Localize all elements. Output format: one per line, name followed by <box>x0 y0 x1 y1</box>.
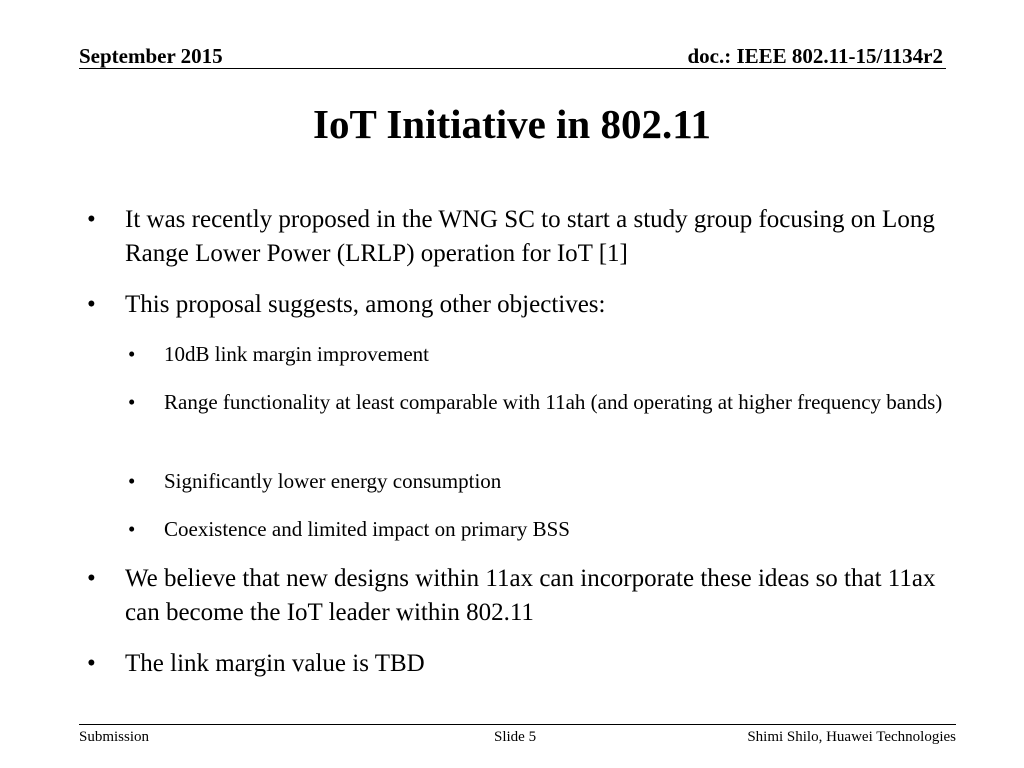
bullet-marker: • <box>87 650 96 677</box>
bullet-marker: • <box>128 342 136 366</box>
bullet-marker: • <box>128 390 136 414</box>
header-divider <box>79 68 946 69</box>
bullet-marker: • <box>87 291 96 318</box>
footer-author: Shimi Shilo, Huawei Technologies <box>747 729 956 745</box>
bullet-text: This proposal suggests, among other objectives: <box>125 291 606 318</box>
bullet-marker: • <box>128 469 136 493</box>
bullet-marker: • <box>128 517 136 541</box>
slide-title: IoT Initiative in 802.11 <box>313 101 711 147</box>
bullet-text: It was recently proposed in the WNG SC to start a study group focusing on Long Range Lower Power (LRLP) operation for IoT [1] <box>125 206 935 267</box>
header-date: September 2015 <box>79 44 223 68</box>
bullet-text: Significantly lower energy consumption <box>164 469 502 493</box>
bullet-text: The link margin value is TBD <box>125 650 425 677</box>
bullet-marker: • <box>87 565 96 592</box>
footer-divider <box>79 724 956 725</box>
header-doc-id: doc.: IEEE 802.11-15/1134r2 <box>687 44 943 68</box>
bullet-text: We believe that new designs within 11ax can incorporate these ideas so that 11ax can become the IoT leader within 802.11 <box>125 565 936 626</box>
bullet-text: Range functionality at least comparable with 11ah (and operating at higher frequency bands) <box>164 390 943 414</box>
bullet-marker: • <box>87 206 96 233</box>
footer-submission: Submission <box>79 729 150 745</box>
bullet-text: Coexistence and limited impact on primary BSS <box>164 517 570 541</box>
bullet-text: 10dB link margin improvement <box>164 342 430 366</box>
footer-slide-number: Slide 5 <box>494 729 537 745</box>
